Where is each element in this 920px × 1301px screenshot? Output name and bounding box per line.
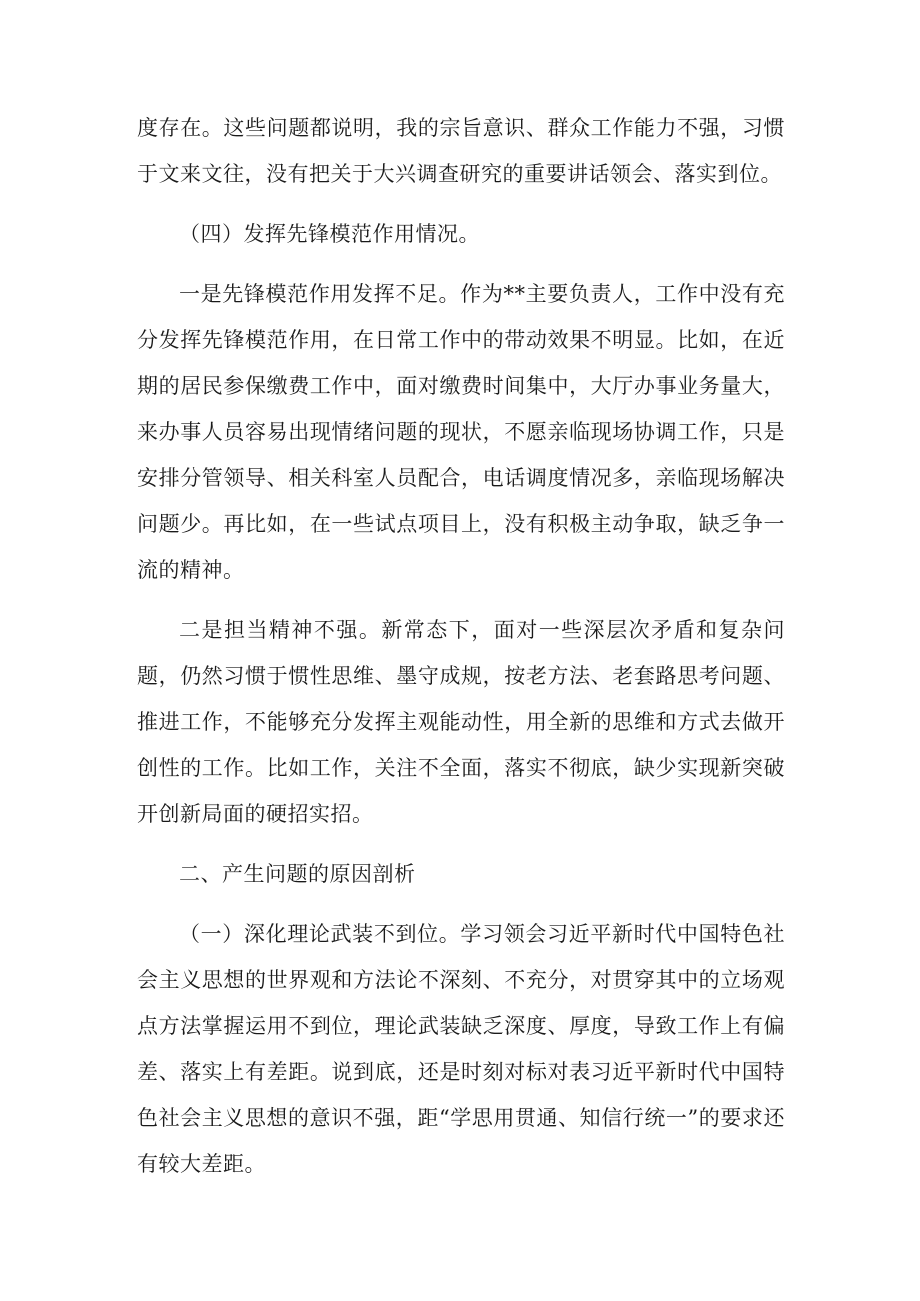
section-heading-causes: 二、产生问题的原因剖析	[179, 862, 416, 886]
paragraph-continuation: 度存在。这些问题都说明，我的宗旨意识、群众工作能力不强，习惯于文来文往，没有把关于大兴调查研究的重要讲话领会、落实到位。	[137, 116, 785, 186]
paragraph-theory: （一）深化理论武装不到位。学习领会习近平新时代中国特色社会主义思想的世界观和方法论不深刻、不充分，对贯穿其中的立场观点方法掌握运用不到位，理论武装缺乏深度、厚度，导致工作上有偏差、落实上有差距。说到底，还是时刻对标对表习近平新时代中国特色社会主义思想的意识不强，距“学思用贯通、知信行统一”的要求还有较大差距。	[137, 922, 785, 1176]
paragraph-responsibility: 二是担当精神不强。新常态下，面对一些深层次矛盾和复杂问题，仍然习惯于惯性思维、墨守成规，按老方法、老套路思考问题、推进工作，不能够充分发挥主观能动性，用全新的思维和方式去做开创性的工作。比如工作，关注不全面，落实不彻底，缺少实现新突破开创新局面的硬招实招。	[137, 618, 785, 826]
section-heading-four: （四）发挥先锋模范作用情况。	[179, 222, 480, 246]
document-body	[137, 105, 785, 1187]
paragraph-vanguard-role: 一是先锋模范作用发挥不足。作为**主要负责人，工作中没有充分发挥先锋模范作用，在日常工作中的带动效果不明显。比如，在近期的居民参保缴费工作中，面对缴费时间集中，大厅办事业务量大，来办事人员容易出现情绪问题的现状，不愿亲临现场协调工作，只是安排分管领导、相关科室人员配合，电话调度情况多，亲临现场解决问题少。再比如，在一些试点项目上，没有积极主动争取，缺乏争一流的精神。	[137, 282, 785, 582]
